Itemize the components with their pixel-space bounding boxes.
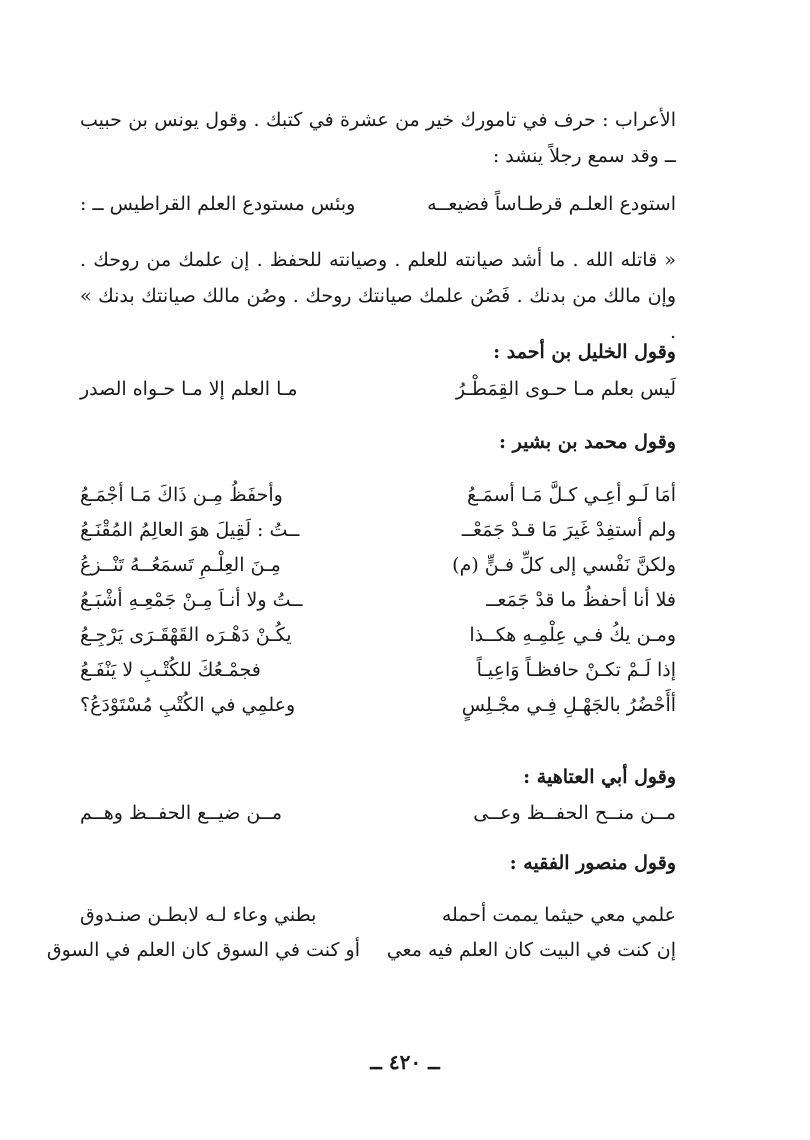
paragraph-yunus: الأعراب : حرف في تامورك خير من عشرة في كتبك . وقول يونس بن حبيب ــ وقد سمع رجلاً ينشد : xyxy=(80,109,676,167)
verse-bashir-6 xyxy=(80,652,676,688)
verse-hemistich-first: ولم أستفِدْ غَيرَ مَا قـدْ جَمَعْــ xyxy=(461,519,676,541)
verse-hemistich-first: مــن منــح الحفــظ وعــى xyxy=(473,802,676,824)
verse-hemistich-second: وبئس مستودع العلم القراطيس ــ : xyxy=(80,193,356,215)
verse-hemistich-first: استودع العلـم قرطـاساً فضيعــه xyxy=(427,193,676,215)
verse-hemistich-second: مـا العلم إلا مـا حـواه الصدر xyxy=(80,378,298,400)
verse-hemistich-first: ومـن يكُ فـي عِلْمِـهِ هكــذا xyxy=(469,624,676,646)
paragraph-quote: « قاتله الله . ما أشد صيانته للعلم . وصيانته للحفظ . إن علمك من روحك . وإن مالك من بدنك . فَصُن علمك صيانتك روحك . وصُن مالك صيانتك بدنك » . xyxy=(80,249,676,343)
verse-hemistich-first: لَيس بعلم مـا حـوى القِمَطْـرُ xyxy=(455,378,676,400)
verse-hemistich-second: يكُـنْ دَهْـرَه القَهْقَـرَى يَرْجِـعُ xyxy=(80,624,292,646)
verse-hemistich-second: ــتُ : لَقِيلَ هوَ العالِمُ المُقْنَـعُ xyxy=(80,519,300,541)
verse-hemistich-first: أمَا لَـو أعِـي كـلَّ مَـا أسمَـعُ xyxy=(466,484,676,506)
verse-bashir-5 xyxy=(80,617,676,653)
verse-bashir-1 xyxy=(80,477,676,513)
section-heading-bashir: وقول محمد بن بشير : xyxy=(499,431,676,453)
verse-bashir-2 xyxy=(80,512,676,548)
verse-atahiya-1 xyxy=(80,795,676,831)
verse-hemistich-second: مِـنَ العِلْـمِ تَسمَعُــهُ تَنْــزعُ xyxy=(80,554,281,576)
verse-hemistich-second: أو كنت في السوق كان العلم في السوق xyxy=(46,939,360,961)
verse-hemistich-first: أأَحْضُرُ بالجَهْـلِ فِـي مجْـلِسٍ xyxy=(461,694,676,716)
verse-hemistich-second: فجمْـعُكَ للكُتْـبِ لا يَنْفَـعُ xyxy=(80,659,261,681)
verse-hemistich-first: إن كنت في البيت كان العلم فيه معي xyxy=(386,939,676,961)
verse-hemistich-first: ولكنَّ نَفْسي إلى كلِّ فـنٍّ (م) xyxy=(452,554,676,576)
verse-hemistich-second: ــتُ ولا أنـاَ مِـنْ جَمْعِـهِ أشْبَـعُ xyxy=(80,589,303,611)
verse-mansur-2 xyxy=(46,932,676,968)
verse-mansur-1 xyxy=(80,897,676,933)
verse-hemistich-second: بطني وعاء لـه لابطـن صنـدوق xyxy=(80,904,317,926)
verse-intro xyxy=(80,186,676,222)
verse-hemistich-first: علمي معي حيثما يممت أحمله xyxy=(441,904,676,926)
verse-bashir-3 xyxy=(80,547,676,583)
section-heading-mansur: وقول منصور الفقيه : xyxy=(509,852,676,874)
verse-hemistich-second: وأحفَظُ مِـن ذَاكَ مَـا أجْمَـعُ xyxy=(80,484,283,506)
verse-hemistich-second: مــن ضيــع الحفــظ وهــم xyxy=(80,802,283,824)
section-heading-atahiya: وقول أبي العتاهية : xyxy=(523,766,676,788)
page-number: ــ ٤٢٠ ــ xyxy=(370,1050,440,1074)
verse-bashir-7 xyxy=(80,687,676,723)
verse-hemistich-first: إذا لَـمْ تكـنْ حافظـاً وَاعِيـاً xyxy=(476,659,676,681)
verse-bashir-4 xyxy=(80,582,676,618)
verse-khalil-1 xyxy=(80,371,676,407)
verse-hemistich-first: فلا أنا أحفظُ ما قدْ جَمَعــ xyxy=(486,589,676,611)
verse-hemistich-second: وعلمِي في الكُتْبِ مُسْتَوْدَعُ؟ xyxy=(80,694,296,716)
section-heading-khalil: وقول الخليل بن أحمد : xyxy=(493,341,676,363)
